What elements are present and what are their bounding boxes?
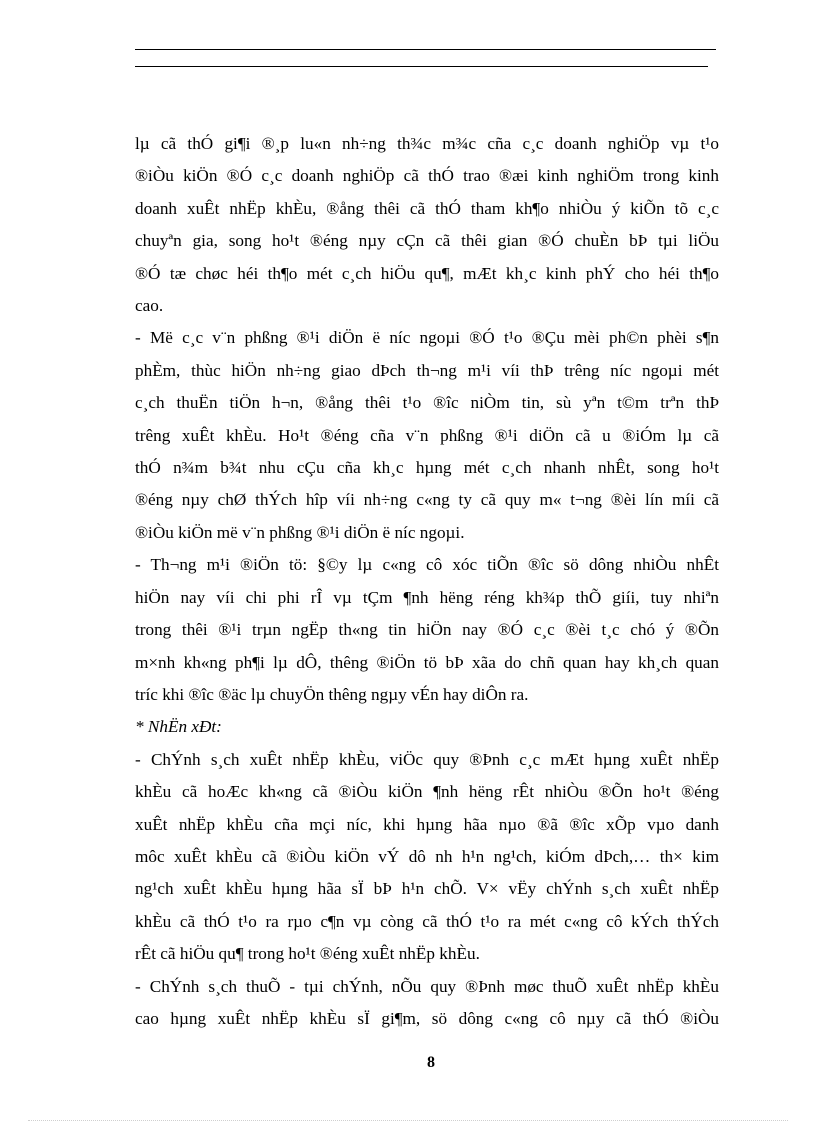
paragraph-tax-finance-policy — [135, 971, 719, 1036]
paragraph-trade-fair — [135, 128, 719, 322]
text-line: trêng xuÊt khÈu. Ho¹t ®éng cña v¨n phßng ®¹i diÖn cã u ®iÓm lµ cã — [135, 425, 719, 445]
text-line: môc xuÊt khÈu cã ®iÒu kiÖn vÝ dô nh h¹n ng¹ch, kiÓm dÞch,… th× kim — [135, 846, 719, 866]
text-line: - ChÝnh s¸ch xuÊt nhËp khÈu, viÖc quy ®Þnh c¸c mÆt hµng xuÊt nhËp — [135, 749, 719, 769]
paragraph-import-export-policy — [135, 744, 719, 971]
text-line: - Th¬ng m¹i ®iÖn tö: §©y lµ c«ng cô xóc tiÕn ®îc sö dông nhiÒu nhÊt — [135, 555, 719, 575]
text-line: ®éng nµy chØ thÝch hîp víi nh÷ng c«ng ty cã quy m« t¬ng ®èi lín míi cã — [135, 490, 719, 510]
text-line: c¸ch thuËn tiÖn h¬n, ®ång thêi t¹o ®îc niÒm tin, sù yªn t©m trªn thÞ — [135, 393, 719, 413]
text-line: chuyªn gia, song ho¹t ®éng nµy cÇn cã thêi gian ®Ó chuÈn bÞ tµi liÖu — [135, 231, 719, 251]
text-line: thÓ n¾m b¾t nhu cÇu cña kh¸c hµng mét c¸ch nhanh nhÊt, song ho¹t — [135, 458, 719, 478]
text-line: tríc khi ®îc ®äc lµ chuyÖn thêng ngµy vÉn hay diÔn ra. — [135, 684, 529, 704]
page-number: 8 — [427, 1054, 435, 1071]
text-line: rÊt cã hiÖu qu¶ trong ho¹t ®éng xuÊt nhËp khÈu. — [135, 944, 480, 964]
text-line: doanh xuÊt nhËp khÈu, ®ång thêi cã thÓ tham kh¶o nhiÒu ý kiÕn tõ c¸c — [135, 198, 719, 218]
text-line: lµ cã thÓ gi¶i ®¸p lu«n nh÷ng th¾c m¾c cña c¸c doanh nghiÖp vµ t¹o — [135, 134, 719, 153]
document-body — [135, 128, 719, 1035]
text-line: ®iÒu kiÖn ®Ó c¸c doanh nghiÖp cã thÓ trao ®æi kinh nghiÖm trong kinh — [135, 166, 719, 186]
text-line: ®iÒu kiÖn më v¨n phßng ®¹i diÖn ë níc ngoµi. — [135, 522, 465, 542]
page-bottom-border — [28, 1120, 788, 1121]
text-line: hiÖn nay víi chi phi rÎ vµ tÇm ¶nh hëng réng kh¾p thÕ giíi, tuy nhiªn — [135, 587, 719, 607]
text-line: ng¹ch xuÊt khÈu hµng hãa sÏ bÞ h¹n chÕ. V× vËy chÝnh s¸ch xuÊt nhËp — [135, 879, 719, 899]
text-line: - ChÝnh s¸ch thuÕ - tµi chÝnh, nÕu quy ®Þnh møc thuÕ xuÊt nhËp khÈu — [135, 976, 719, 996]
text-line: m×nh kh«ng ph¶i lµ dÔ, thêng ®iÖn tö bÞ xãa do chñ quan hay kh¸ch quan — [135, 652, 719, 672]
paragraph-e-commerce — [135, 549, 719, 711]
header-rule-top — [135, 49, 716, 50]
paragraph-representative-office — [135, 322, 719, 549]
text-line: cao hµng xuÊt nhËp khÈu sÏ gi¶m, sö dông c«ng cô nµy cã thÓ ®iÒu — [135, 1008, 719, 1028]
text-line: trong thêi ®¹i trµn ngËp th«ng tin hiÖn nay ®Ó c¸c ®èi t¸c chó ý ®Õn — [135, 620, 719, 640]
text-line: ®Ó tæ chøc héi th¶o mét c¸ch hiÖu qu¶, mÆt kh¸c kinh phÝ cho héi th¶o — [135, 263, 719, 283]
header-rule-bottom — [135, 66, 708, 67]
text-line: xuÊt nhËp khÈu cña mçi níc, khi hµng hãa nµo ®ã ®îc xÕp vµo danh — [135, 814, 719, 834]
text-line: cao. — [135, 296, 164, 316]
remarks-heading: * NhËn xÐt: — [135, 717, 222, 737]
text-line: phÈm, thùc hiÖn nh÷ng giao dÞch th¬ng m¹i víi thÞ trêng níc ngoµi mét — [135, 360, 719, 380]
text-line: khÈu cã hoÆc kh«ng cã ®iÒu kiÖn ¶nh hëng rÊt nhiÒu ®Õn ho¹t ®éng — [135, 782, 719, 802]
text-line: khÈu cã thÓ t¹o ra rµo c¶n vµ còng cã thÓ t¹o ra mét c«ng cô kÝch thÝch — [135, 911, 719, 931]
text-line: - Më c¸c v¨n phßng ®¹i diÖn ë níc ngoµi ®Ó t¹o ®Çu mèi ph©n phèi s¶n — [135, 328, 719, 348]
